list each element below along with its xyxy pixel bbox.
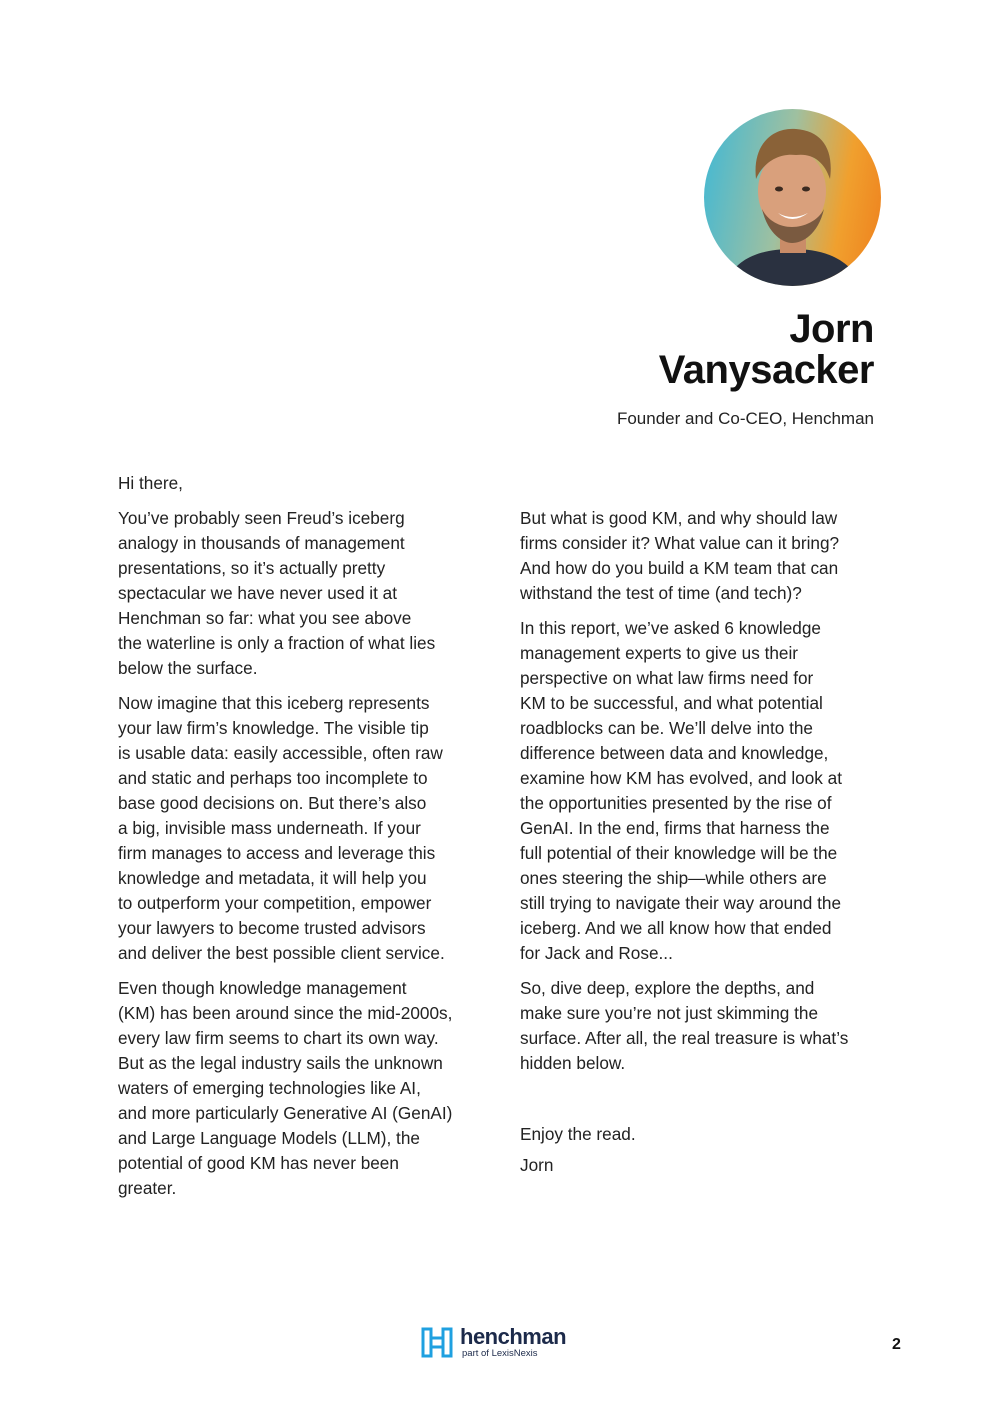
- logo-wordmark: henchman: [460, 1324, 567, 1350]
- henchman-logo: [420, 1326, 566, 1359]
- author-role: Founder and Co-CEO, Henchman: [616, 409, 874, 428]
- logo-subtitle: part of LexisNexis: [462, 1348, 538, 1360]
- page-number: 2: [892, 1336, 901, 1353]
- henchman-logo-icon: [420, 1326, 454, 1359]
- author-name: [659, 309, 874, 391]
- paragraph: Even though knowledge management (KM) has been around since the mid-2000s, every law firm seems to chart its own way. But as the legal industry sails the unknown waters of emerging technologies like AI, and more particularly Generative AI (GenAI) and Large Language Models (LLM), the potential of good KM has never been greater.: [118, 978, 453, 1198]
- closing: Enjoy the read.: [520, 1124, 636, 1144]
- sign-off: [520, 1119, 636, 1181]
- letter-column-left: [118, 471, 478, 1211]
- author-first-name: Jorn: [789, 307, 874, 351]
- paragraph: So, dive deep, explore the depths, and make sure you’re not just skimming the surface. After all, the real treasure is what’s hidden below.: [520, 978, 849, 1073]
- paragraph: Now imagine that this iceberg represents your law firm’s knowledge. The visible tip is usable data: easily accessible, often raw and static and perhaps too incomplete to base good decisions on. But there’s also a big, invisible mass underneath. If your firm manages to access and leverage this knowledge and metadata, it will help you to outperform your competition, empower your lawyers to become trusted advisors and deliver the best possible client service.: [118, 693, 445, 963]
- paragraph: You’ve probably seen Freud’s iceberg analogy in thousands of management presentations, so it’s actually pretty spectacular we have never used it at Henchman so far: what you see above the waterline is only a fraction of what lies below the surface.: [118, 508, 436, 678]
- letter-column-right: [520, 506, 880, 1086]
- paragraph: In this report, we’ve asked 6 knowledge management experts to give us their perspective on what law firms need for KM to be successful, and what potential roadblocks can be. We’ll delve into the difference between data and knowledge, examine how KM has evolved, and look at the opportunities presented by the rise of GenAI. In the end, firms that harness the full potential of their knowledge will be the ones steering the ship—while others are still trying to navigate their way around the iceberg. And we all know how that ended for Jack and Rose...: [520, 618, 842, 963]
- paragraph: But what is good KM, and why should law firms consider it? What value can it bring? And how do you build a KM team that can withstand the test of time (and tech)?: [520, 508, 840, 603]
- greeting: Hi there,: [118, 473, 183, 493]
- signature: Jorn: [520, 1155, 554, 1175]
- author-last-name: Vanysacker: [658, 348, 874, 392]
- author-avatar: [704, 109, 881, 286]
